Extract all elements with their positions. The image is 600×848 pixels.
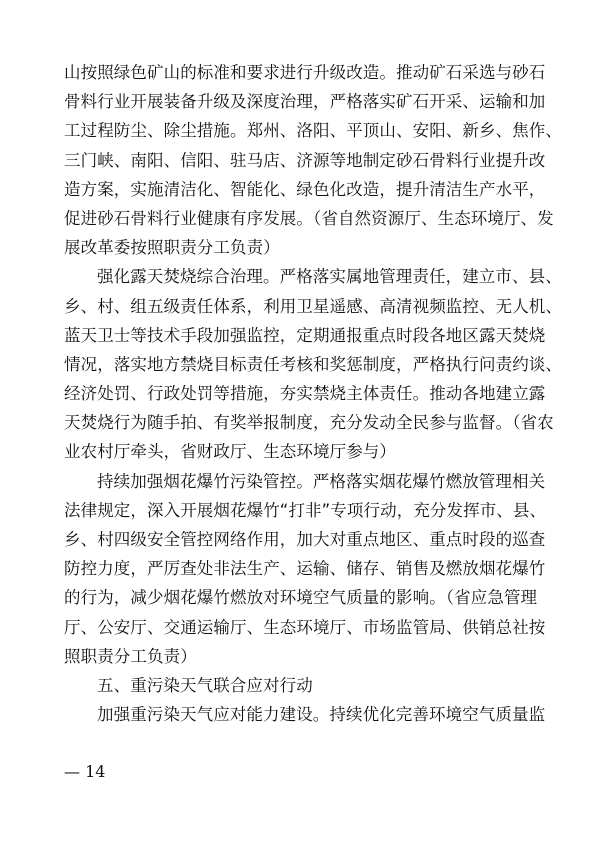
paragraph-start-line: 持续加强烟花爆竹污染管控。严格落实烟花爆竹燃放管理相关	[97, 471, 546, 491]
text-line: 骨料行业开展装备升级及深度治理，严格落实矿石开采、运输和加	[64, 92, 546, 112]
text-line: 三门峡、南阳、信阳、驻马店、济源等地制定砂石骨料行业提升改	[64, 150, 546, 170]
text-line: 业农村厅牵头，省财政厅、生态环境厅参与）	[64, 442, 396, 462]
text-line: 山按照绿色矿山的标准和要求进行升级改造。推动矿石采选与砂石	[64, 63, 546, 82]
text-line: 乡、村、组五级责任体系，利用卫星遥感、高清视频监控、无人机、	[64, 296, 562, 316]
page-number: — 14	[64, 762, 106, 781]
text-line: 情况，落实地方禁烧目标责任考核和奖惩制度，严格执行问责约谈、	[64, 354, 562, 374]
text-line: 工过程防尘、除尘措施。郑州、洛阳、平顶山、安阳、新乡、焦作、	[64, 121, 562, 141]
text-line: 展改革委按照职责分工负责）	[64, 238, 280, 258]
text-line: 法律规定，深入开展烟花爆竹“打非”专项行动，充分发挥市、县、	[64, 500, 547, 520]
text-line: 防控力度，严厉查处非法生产、运输、储存、销售及燃放烟花爆竹	[64, 559, 546, 579]
paragraph-start-line: 强化露天焚烧综合治理。严格落实属地管理责任，建立市、县、	[97, 267, 562, 287]
text-line: 经济处罚、行政处罚等措施，夯实禁烧主体责任。推动各地建立露	[64, 384, 546, 404]
paragraph-start-line: 加强重污染天气应对能力建设。持续优化完善环境空气质量监	[97, 705, 546, 725]
text-line: 乡、村四级安全管控网络作用，加大对重点地区、重点时段的巡查	[64, 530, 546, 549]
body-text	[64, 58, 562, 729]
text-line: 造方案，实施清洁化、智能化、绿色化改造，提升清洁生产水平，	[64, 179, 546, 199]
text-line: 的行为，减少烟花爆竹燃放对环境空气质量的影响。（省应急管理	[64, 588, 538, 608]
text-line: 蓝天卫士等技术手段加强监控，定期通报重点时段各地区露天焚烧	[64, 325, 546, 345]
text-line: 促进砂石骨料行业健康有序发展。（省自然资源厅、生态环境厅、发	[64, 208, 554, 228]
text-line: 天焚烧行为随手拍、有奖举报制度，充分发动全民参与监督。（省农	[64, 413, 554, 433]
text-line: 照职责分工负责）	[64, 646, 197, 666]
text-line: 厅、公安厅、交通运输厅、生态环境厅、市场监管局、供销总社按	[64, 617, 546, 637]
section-heading: 五、重污染天气联合应对行动	[97, 675, 313, 695]
